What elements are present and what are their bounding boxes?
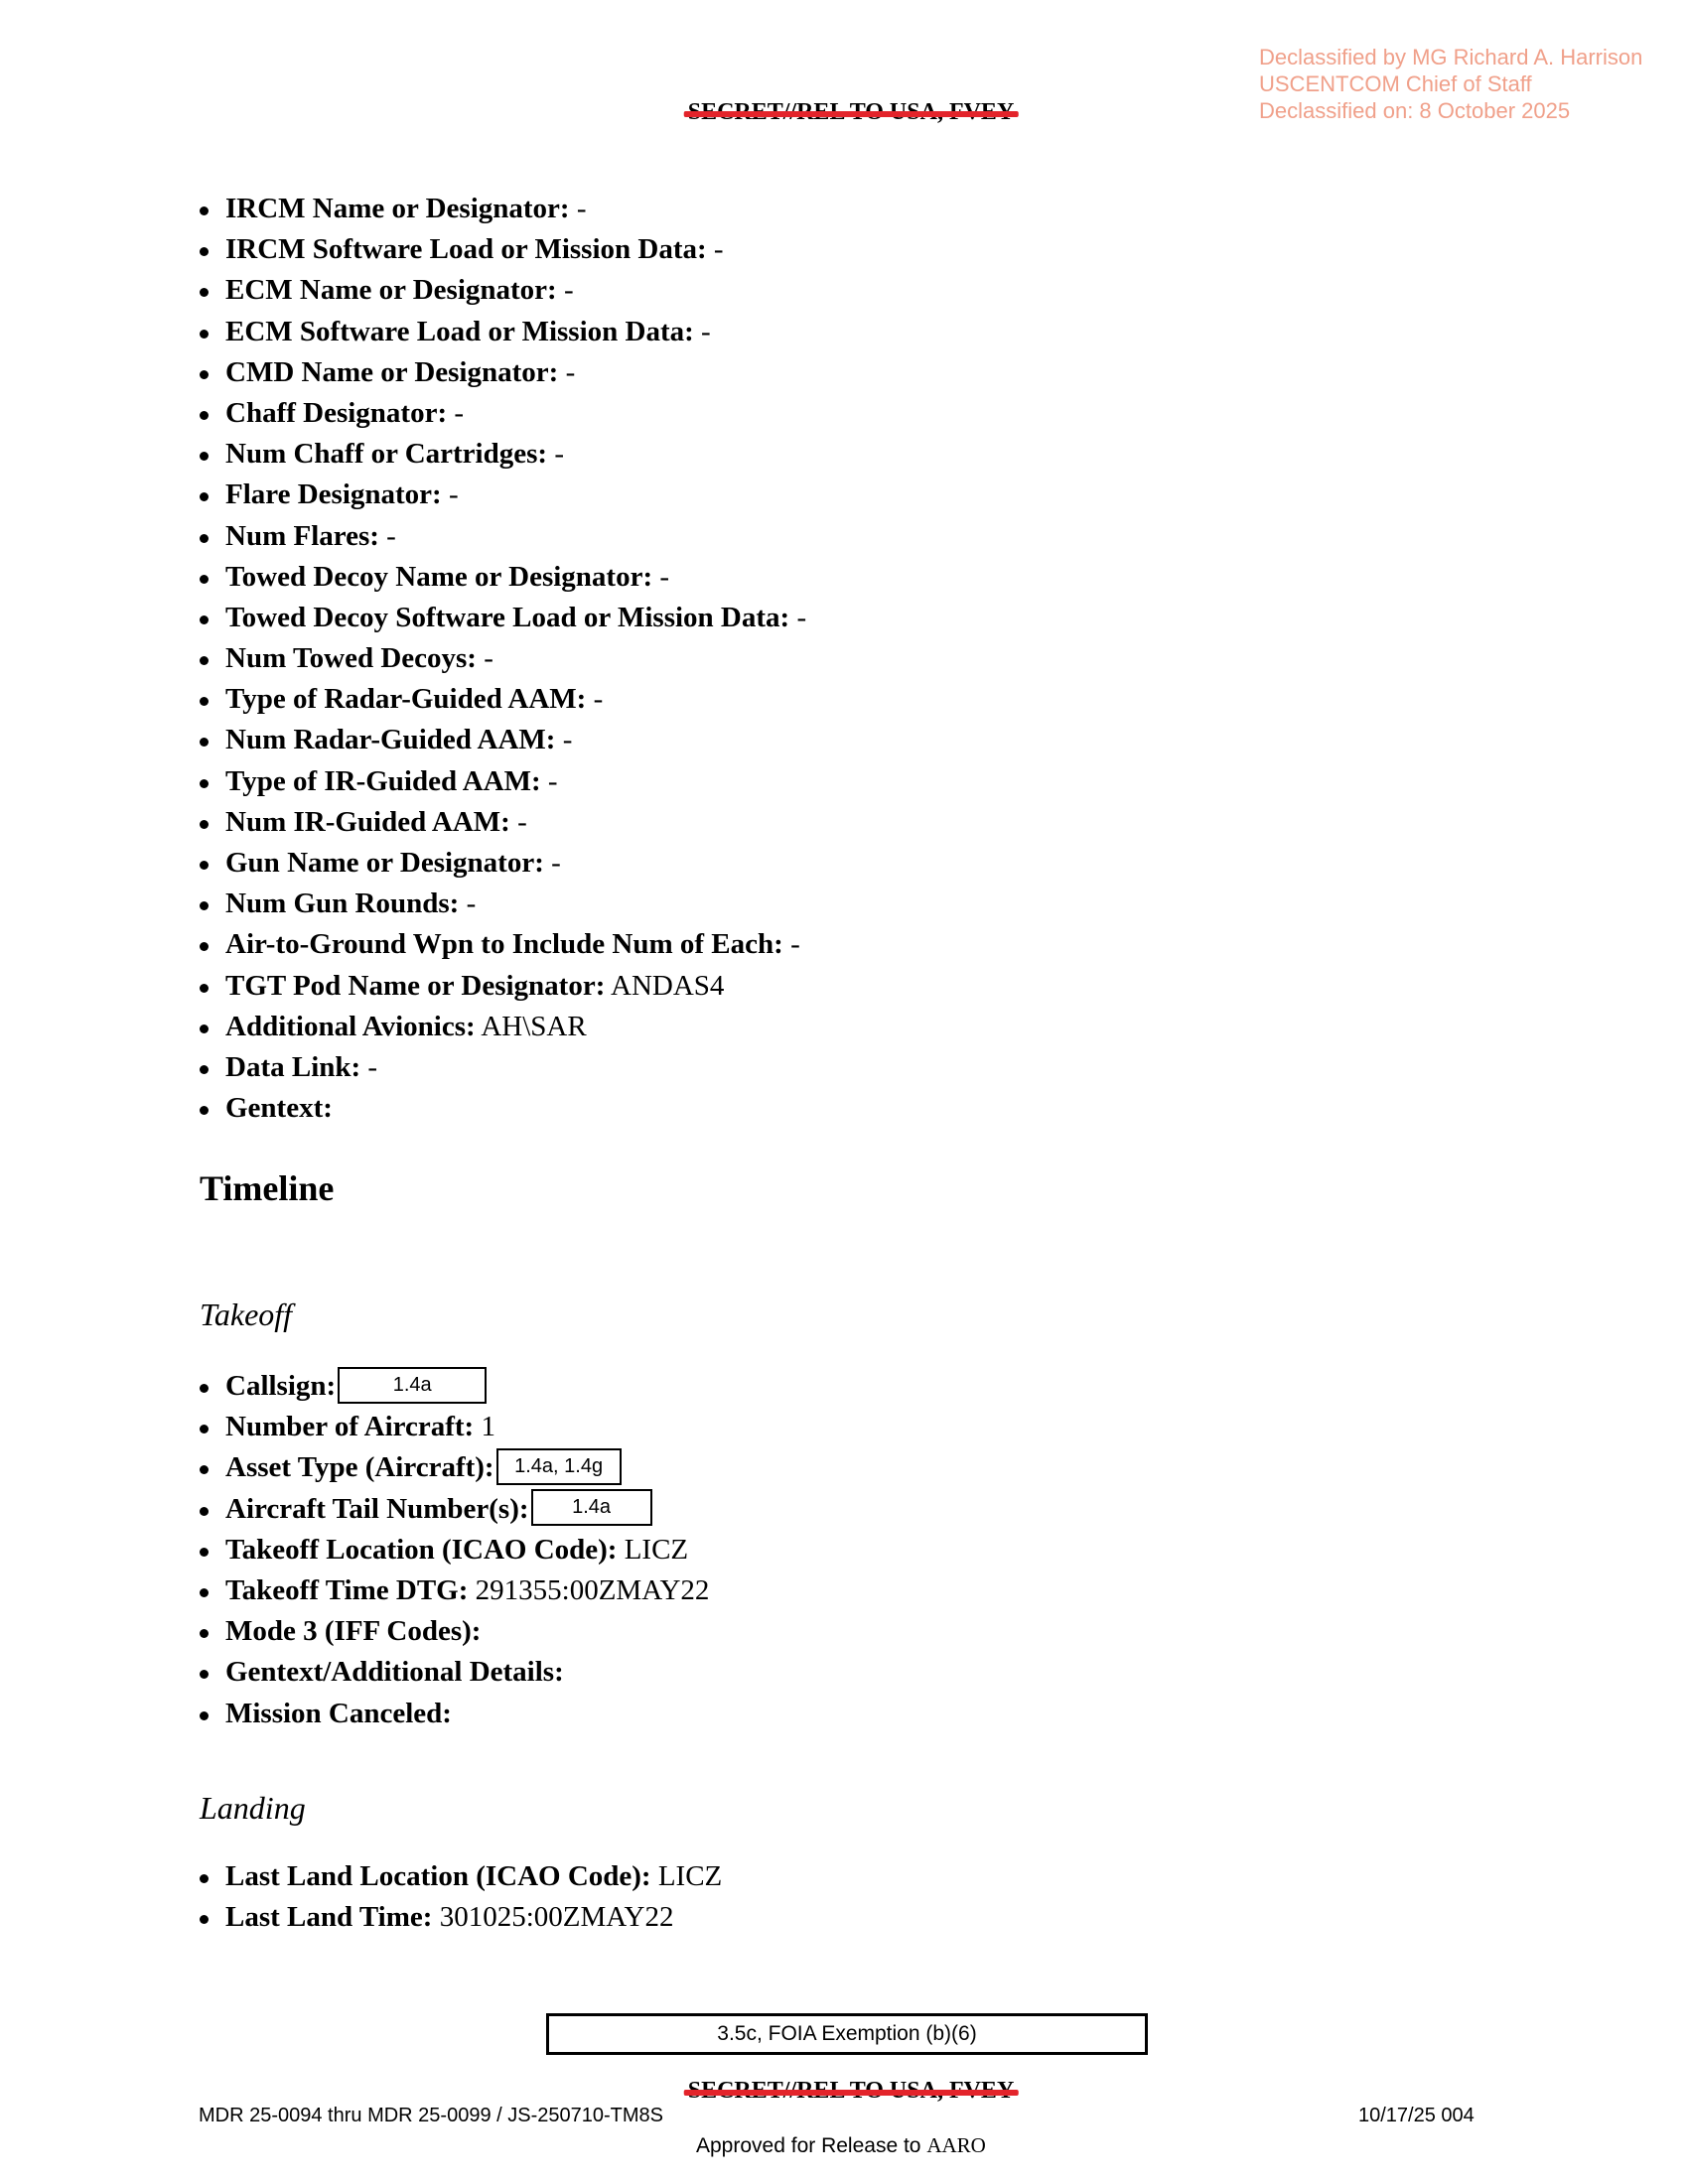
takeoff-list: [200, 1366, 709, 1734]
list-item: [200, 516, 806, 557]
item-label: Num Radar-Guided AAM:: [225, 724, 556, 756]
item-label: Air-to-Ground Wpn to Include Num of Each:: [225, 928, 783, 961]
item-label: Num Flares:: [225, 519, 379, 552]
item-label: Num Towed Decoys:: [225, 642, 477, 675]
list-item: [200, 393, 806, 434]
item-value: -: [713, 233, 724, 266]
list-item: [200, 352, 806, 393]
landing-list: [200, 1856, 722, 1938]
item-label: Num Chaff or Cartridges:: [225, 438, 548, 471]
declass-line-3: Declassified on: 8 October 2025: [1259, 98, 1571, 123]
list-item: [200, 720, 806, 760]
list-item: [200, 1088, 806, 1129]
list-item: [200, 679, 806, 720]
list-item: [200, 1897, 722, 1938]
item-value: AH\SAR: [481, 1010, 587, 1042]
footer-date-page: 10/17/25 004: [1358, 2105, 1475, 2126]
redaction-box: 1.4a, 1.4g: [496, 1448, 622, 1485]
foia-redaction-box: 3.5c, FOIA Exemption (b)(6): [546, 2013, 1148, 2055]
item-label: Number of Aircraft:: [225, 1411, 475, 1443]
item-label: Gun Name or Designator:: [225, 847, 544, 879]
item-label: Takeoff Location (ICAO Code):: [225, 1533, 618, 1566]
item-label: Last Land Time:: [225, 1901, 433, 1934]
item-label: IRCM Software Load or Mission Data:: [225, 233, 707, 266]
list-item: [200, 1530, 709, 1570]
footer-document-id: MDR 25-0094 thru MDR 25-0099 / JS-250710-TM8S: [199, 2105, 663, 2126]
list-item: [200, 1611, 709, 1652]
list-item: [200, 1694, 709, 1734]
item-value: -: [454, 396, 465, 429]
item-value: -: [547, 764, 558, 797]
list-item: [200, 884, 806, 924]
item-label: Mode 3 (IFF Codes):: [225, 1615, 482, 1648]
redaction-box: 1.4a: [338, 1367, 487, 1404]
item-label: CMD Name or Designator:: [225, 355, 559, 388]
item-value: -: [484, 642, 493, 675]
list-item: [200, 802, 806, 843]
item-label: Type of Radar-Guided AAM:: [225, 683, 587, 716]
item-value: -: [562, 724, 573, 756]
declass-line-1: Declassified by MG Richard A. Harrison: [1259, 45, 1643, 69]
item-value: -: [593, 683, 604, 716]
item-label: Data Link:: [225, 1050, 361, 1083]
item-label: Callsign:: [225, 1370, 337, 1402]
item-label: Gentext:: [225, 1092, 333, 1125]
declass-line-2: USCENTCOM Chief of Staff: [1259, 71, 1532, 96]
item-label: Last Land Location (ICAO Code):: [225, 1860, 651, 1892]
list-item: [200, 189, 806, 229]
list-item: [200, 229, 806, 270]
classification-banner-bottom: [688, 2078, 1015, 2105]
item-label: ECM Name or Designator:: [225, 274, 557, 307]
item-value: LICZ: [657, 1860, 723, 1892]
list-item: [200, 1489, 709, 1530]
list-item: [200, 475, 806, 515]
list-item: [200, 1047, 806, 1088]
item-label: Mission Canceled:: [225, 1697, 452, 1729]
item-label: TGT Pod Name or Designator:: [225, 969, 606, 1002]
item-label: Asset Type (Aircraft):: [225, 1451, 494, 1484]
item-label: Additional Avionics:: [225, 1010, 476, 1042]
item-value: -: [448, 478, 459, 511]
list-item: [200, 843, 806, 884]
item-value: -: [551, 847, 561, 879]
item-value: -: [565, 355, 576, 388]
strikethrough-line: [684, 111, 1019, 117]
list-item: [200, 312, 806, 352]
item-value: ANDAS4: [611, 969, 725, 1002]
item-label: Num Gun Rounds:: [225, 887, 460, 920]
list-item: [200, 1447, 709, 1488]
list-item: [200, 966, 806, 1007]
approval-organization: AARO: [926, 2133, 986, 2157]
item-value: -: [466, 887, 477, 920]
item-value: 301025:00ZMAY22: [439, 1901, 674, 1934]
strikethrough-line: [684, 2090, 1019, 2096]
item-value: 291355:00ZMAY22: [475, 1573, 710, 1606]
item-label: Chaff Designator:: [225, 396, 448, 429]
item-value: -: [517, 805, 527, 838]
item-value: -: [386, 519, 396, 552]
item-value: LICZ: [624, 1533, 689, 1566]
item-value: -: [659, 560, 670, 593]
classification-banner-top: [688, 99, 1015, 126]
section-heading-timeline: Timeline: [200, 1168, 335, 1208]
item-label: Towed Decoy Software Load or Mission Data:: [225, 601, 790, 633]
item-label: Aircraft Tail Number(s):: [225, 1492, 529, 1525]
list-item: [200, 434, 806, 475]
list-item: [200, 924, 806, 965]
item-value: -: [790, 928, 800, 961]
item-label: IRCM Name or Designator:: [225, 193, 570, 224]
equipment-list: [200, 189, 806, 1129]
item-value: -: [701, 315, 711, 347]
item-value: -: [796, 601, 807, 633]
list-item: [200, 761, 806, 802]
list-item: [200, 1652, 709, 1693]
list-item: [200, 598, 806, 638]
redaction-box: 1.4a: [531, 1489, 652, 1526]
item-label: Takeoff Time DTG:: [225, 1573, 469, 1606]
list-item: [200, 1007, 806, 1047]
item-label: Num IR-Guided AAM:: [225, 805, 510, 838]
declassification-stamp: [1259, 44, 1642, 124]
item-label: Gentext/Additional Details:: [225, 1656, 564, 1689]
item-label: Flare Designator:: [225, 478, 442, 511]
item-value: 1: [481, 1411, 495, 1443]
release-approval-line: [696, 2133, 986, 2158]
list-item: [200, 270, 806, 311]
list-item: [200, 1407, 709, 1447]
item-value: -: [576, 193, 587, 224]
item-value: -: [563, 274, 574, 307]
item-label: Type of IR-Guided AAM:: [225, 764, 541, 797]
list-item: [200, 1570, 709, 1611]
list-item: [200, 638, 806, 679]
subsection-heading-landing: Landing: [200, 1790, 306, 1826]
list-item: [200, 1856, 722, 1897]
approval-text: Approved for Release to: [696, 2134, 921, 2157]
subsection-heading-takeoff: Takeoff: [200, 1297, 293, 1332]
item-value: -: [367, 1050, 378, 1083]
item-value: -: [554, 438, 564, 471]
item-label: ECM Software Load or Mission Data:: [225, 315, 694, 347]
item-label: Towed Decoy Name or Designator:: [225, 560, 653, 593]
list-item: [200, 1366, 709, 1407]
list-item: [200, 557, 806, 598]
